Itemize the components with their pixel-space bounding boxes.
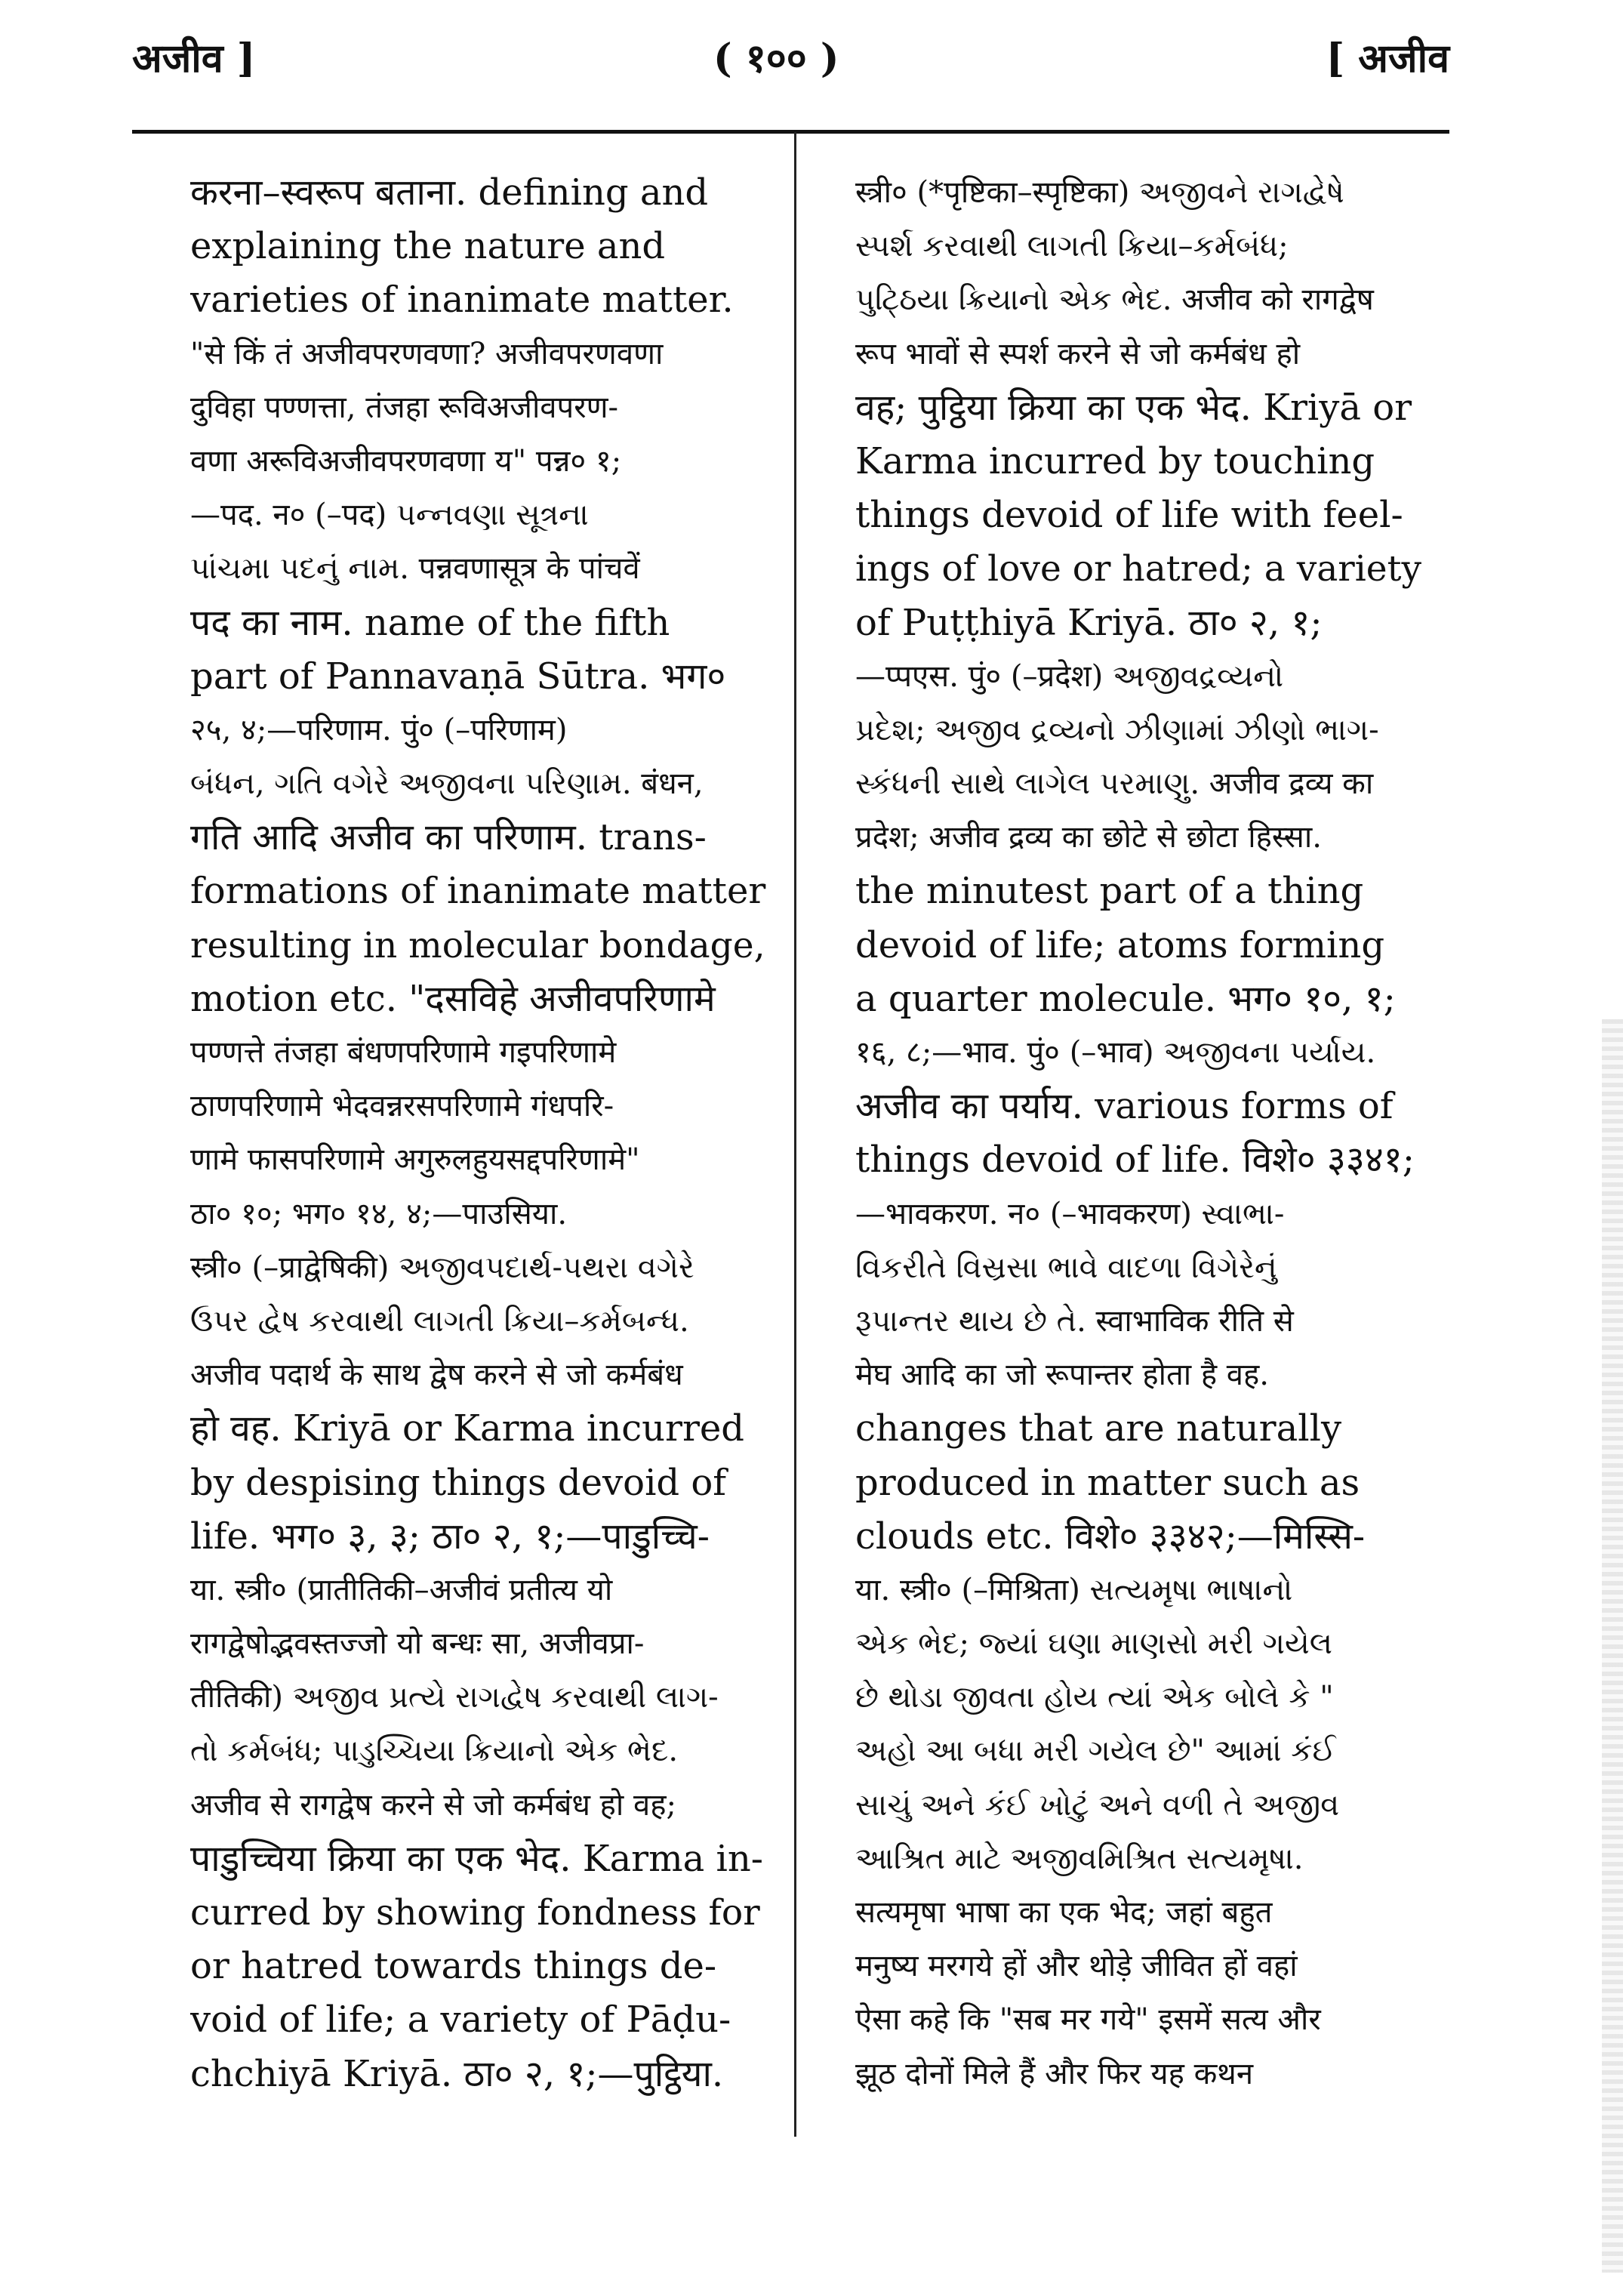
scan-edge-artifact — [1602, 1019, 1623, 2273]
left-column — [190, 166, 768, 2101]
text-line: તો કર્મબંધ; પાડુચ્ચિયા ક્રિયાનો એક ભેદ. — [190, 1734, 679, 1769]
text-line: —भावकरण. न० (–भावकरण) સ્વાભા- — [855, 1196, 1285, 1231]
text-line: clouds etc. विशे० ३३४२;—मिस्सि- — [855, 1515, 1366, 1558]
text-line: ठाणपरिणामे भेदवन्नरसपरिणामे गंधपरि- — [190, 1089, 614, 1124]
text-line: स्त्री० (–प्राद्वेषिकी) અજીવપદાર્થ-પથરા વગેરે — [190, 1250, 694, 1285]
text-line: life. भग० ३, ३; ठा० २, १;—पाडुच्चि- — [190, 1515, 710, 1558]
text-line: पाडुच्चिया क्रिया का एक भेद. Karma in- — [190, 1837, 764, 1880]
text-line: છે થોડા જીવતા હોય ત્યાં એક બોલે કે " — [855, 1680, 1334, 1715]
text-line: या. स्त्री० (प्रातीतिकी–अजीवं प्रतीत्य यो — [190, 1572, 613, 1607]
text-line: दुविहा पण्णत्ता, तंजहा रूविअजीवपरण- — [190, 390, 619, 425]
text-line: वणा अरूविअजीवपरणवणा य" पन्न० १; — [190, 443, 622, 479]
text-line: પાંચમા પદનું નામ. पन्नवणासूत्र के पांचवें — [190, 551, 640, 587]
text-line: —प्पएस. पुं० (–प्रदेश) અજીવદ્રવ્યનો — [855, 658, 1284, 694]
text-line: रूप भावों से स्पर्श करने से जो कर्मबंध हो — [855, 336, 1301, 371]
text-line: —पद. न० (–पद) પન્નવણા સૂત્રના — [190, 498, 589, 533]
text-line: સ્પર્શ કરવાથી લાગતી ક્રિયા–કર્મબંધ; — [855, 229, 1289, 264]
text-line: part of Pannavaṇā Sūtra. भग० — [190, 655, 726, 698]
text-line: हो वह. Kriyā or Karma incurred — [190, 1407, 745, 1450]
column-divider — [794, 132, 796, 2137]
header-rule — [132, 130, 1449, 134]
text-line: प्रदेश; अजीव द्रव्य का छोटे से छोटा हिस्सा. — [855, 820, 1322, 855]
text-line: things devoid of life. विशे० ३३४१; — [855, 1139, 1415, 1182]
text-line: explaining the nature and — [190, 225, 666, 268]
text-line: ठा० १०; भग० १४, ४;—पाउसिया. — [190, 1196, 568, 1231]
text-line: બંધન, ગતિ વગેરે અજીવના પરિણામ. बंधन, — [190, 766, 704, 802]
text-line: ings of love or hatred; a variety — [855, 548, 1422, 590]
text-line: by despising things devoid of — [190, 1461, 727, 1504]
header-left-catchword: अजीव ] — [132, 35, 256, 82]
text-line: अजीव का पर्याय. various forms of — [855, 1085, 1394, 1128]
text-line: झूठ दोनों मिले हैं और फिर यह कथन — [855, 2056, 1254, 2091]
text-line: of Puṭṭhiyā Kriyā. ठा० २, १; — [855, 601, 1323, 644]
text-line: तीतिकी) અજીવ પ્રત્યે રાગદ્વેષ કરવાથી લાગ- — [190, 1680, 719, 1715]
page-header — [132, 30, 1449, 91]
text-line: વિકરીતે વિસ્રસા ભાવે વાદળા વિગેરેનું — [855, 1250, 1277, 1285]
text-line: things devoid of life with feel- — [855, 494, 1403, 537]
text-line: ઉપર દ્વેષ કરવાથી લાગતી ક્રિયા–કર્મબન્ધ. — [190, 1303, 689, 1339]
text-line: motion etc. "दसविहे अजीवपरिणामे — [190, 977, 716, 1020]
text-line: पद का नाम. name of the fifth — [190, 601, 670, 644]
text-line: varieties of inanimate matter. — [190, 279, 734, 322]
text-line: અહો આ બધા મરી ગયેલ છે" આમાં કંઈ — [855, 1734, 1336, 1769]
text-line: or hatred towards things de- — [190, 1945, 717, 1988]
text-line: સાચું અને કંઈ ખોટું અને વળી તે અજીવ — [855, 1787, 1340, 1823]
text-line: सत्यमृषा भाषा का एक भेद; जहां बहुत — [855, 1895, 1273, 1930]
text-line: गति आदि अजीव का परिणाम. trans- — [190, 816, 707, 859]
text-line: "से किं तं अजीवपरणवणा? अजीवपरणवणा — [190, 336, 664, 371]
text-line: આશ્રિત માટે અજીવમિશ્રિત સત્યમૃષા. — [855, 1841, 1304, 1876]
text-line: પ્રદેશ; અજીવ દ્રવ્યનો ઝીણામાં ઝીણો ભાગ- — [855, 712, 1379, 747]
text-line: formations of inanimate matter — [190, 870, 766, 913]
text-line: a quarter molecule. भग० १०, १; — [855, 977, 1396, 1020]
text-line: णामे फासपरिणामे अगुरुलहुयसद्दपरिणामे" — [190, 1142, 640, 1178]
text-line: devoid of life; atoms forming — [855, 923, 1385, 966]
text-line: void of life; a variety of Pāḍu- — [190, 1999, 731, 2042]
text-line: अजीव पदार्थ के साथ द्वेष करने से जो कर्मबंध — [190, 1358, 683, 1393]
text-line: curred by showing fondness for — [190, 1892, 760, 1934]
text-line: मनुष्य मरगये हों और थोड़े जीवित हों वहां — [855, 1949, 1298, 1984]
text-line: वह; पुट्ठिया क्रिया का एक भेद. Kriyā or — [855, 386, 1412, 429]
text-line: resulting in molecular bondage, — [190, 924, 765, 966]
text-line: पण्णत्ते तंजहा बंधणपरिणामे गइपरिणामे — [190, 1035, 617, 1070]
text-line: १६, ८;—भाव. पुं० (–भाव) અજીવના પર્યાય. — [855, 1035, 1376, 1070]
text-line: २५, ४;—परिणाम. पुं० (–परिणाम) — [190, 712, 568, 747]
right-column — [855, 166, 1433, 2101]
text-line: સ્કંધની સાથે લાગેલ પરમાણુ. अजीव द्रव्य का — [855, 766, 1374, 802]
text-line: એક ભેદ; જ્યાં ઘણા માણસો મરી ગયેલ — [855, 1626, 1332, 1662]
text-line: પુટ્ઠિયા ક્રિયાનો એક ભેદ. अजीव को रागद्वेष — [855, 282, 1374, 318]
text-line: produced in matter such as — [855, 1461, 1360, 1504]
page-number: ( १०० ) — [713, 35, 839, 82]
text-line: या. स्त्री० (–मिश्रिता) સત્યમૃષા ભાષાનો — [855, 1572, 1293, 1607]
text-line: मेघ आदि का जो रूपान्तर होता है वह. — [855, 1358, 1269, 1393]
text-line: chchiyā Kriyā. ठा० २, १;—पुट्ठिया. — [190, 2052, 724, 2095]
text-line: ऐसा कहे कि "सब मर गये" इसमें सत्य और — [855, 2002, 1321, 2038]
text-line: अजीव से रागद्वेष करने से जो कर्मबंध हो वह; — [190, 1787, 676, 1823]
text-line: the minutest part of a thing — [855, 870, 1364, 913]
text-line: स्त्री० (*पृष्टिका–स्पृष्टिका) અજીવને રાગદ્વેષે — [855, 175, 1344, 210]
text-line: changes that are naturally — [855, 1407, 1342, 1450]
text-line: રૂપાન્તર થાય છે તે. स्वाभाविक रीति से — [855, 1303, 1294, 1339]
text-line: करना–स्वरूप बताना. defining and — [190, 171, 709, 214]
header-right-catchword: [ अजीव — [1326, 35, 1449, 82]
text-line: Karma incurred by touching — [855, 439, 1375, 482]
text-line: रागद्वेषोद्भवस्तज्जो यो बन्धः सा, अजीवप्रा- — [190, 1626, 645, 1662]
